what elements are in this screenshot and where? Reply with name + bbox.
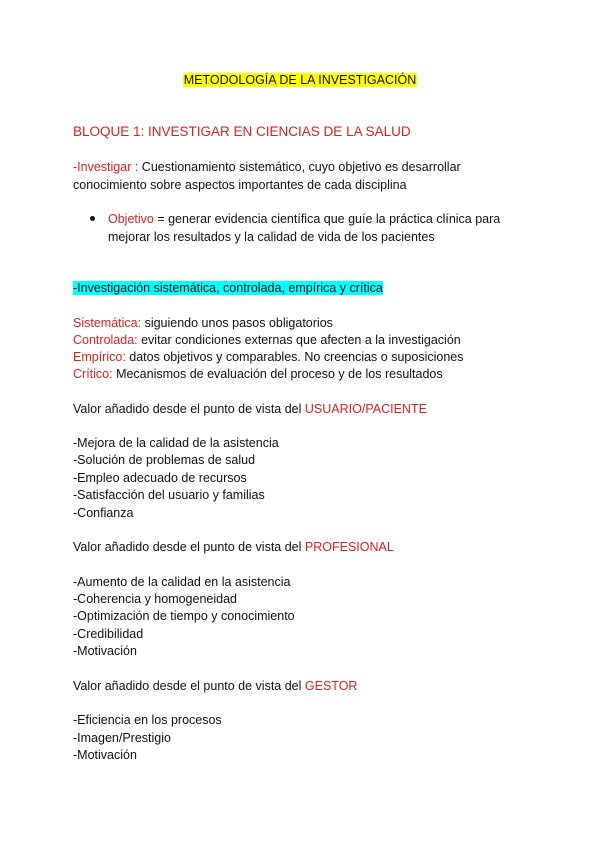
list-item: -Empleo adecuado de recursos (73, 471, 247, 485)
section-heading: BLOQUE 1: INVESTIGAR EN CIENCIAS DE LA SALUD (73, 124, 411, 139)
document-title (0, 72, 600, 88)
definition-text: datos objetivos y comparables. No creencias o suposiciones (125, 350, 464, 364)
bullet-icon (90, 216, 95, 221)
definition-term: Sistemática: (73, 316, 142, 330)
investigar-definition-line2: conocimiento sobre aspectos importantes de cada disciplina (73, 178, 407, 192)
definition-term: Controlada: (73, 333, 138, 347)
list-item: -Aumento de la calidad en la asistencia (73, 575, 291, 589)
value-heading-prefix: Valor añadido desde el punto de vista del (73, 679, 305, 693)
highlighted-line (73, 280, 383, 296)
objetivo-line1 (108, 211, 500, 227)
list-item: -Satisfacción del usuario y familias (73, 488, 265, 502)
definition-term: Crítico: (73, 367, 113, 381)
list-item: -Imagen/Prestigio (73, 731, 171, 745)
value-heading-prefix: Valor añadido desde el punto de vista del (73, 402, 305, 416)
list-item: -Motivación (73, 748, 137, 762)
list-item: -Optimización de tiempo y conocimiento (73, 609, 295, 623)
definition-item (73, 366, 443, 382)
investigar-definition-line1 (73, 159, 461, 175)
value-heading-role: GESTOR (304, 679, 358, 693)
definition-text: Mecanismos de evaluación del proceso y de los resultados (112, 367, 443, 381)
title-text: METODOLOGÍA DE LA INVESTIGACIÓN (183, 73, 417, 87)
investigar-text: Cuestionamiento sistemático, cuyo objetivo es desarrollar (138, 160, 461, 174)
value-heading-role: PROFESIONAL (304, 540, 394, 554)
list-item: -Coherencia y homogeneidad (73, 592, 237, 606)
list-item: -Confianza (73, 506, 134, 520)
objetivo-text: = generar evidencia científica que guíe la práctica clínica para (153, 212, 501, 226)
list-item: -Motivación (73, 644, 137, 658)
definition-item (73, 349, 463, 365)
list-item: -Eficiencia en los procesos (73, 713, 222, 727)
value-section-heading (73, 539, 394, 555)
objetivo-term: Objetivo (108, 212, 154, 226)
definition-text: siguiendo unos pasos obligatorios (141, 316, 333, 330)
objetivo-line2: mejorar los resultados y la calidad de vida de los pacientes (108, 230, 435, 244)
investigar-term: -Investigar : (73, 160, 139, 174)
definition-text: evitar condiciones externas que afecten a la investigación (137, 333, 461, 347)
highlighted-text: -Investigación sistemática, controlada, empírica y crítica (73, 281, 383, 295)
list-item: -Mejora de la calidad de la asistencia (73, 436, 279, 450)
list-item: -Credibilidad (73, 627, 144, 641)
definition-item (73, 332, 461, 348)
list-item: -Solución de problemas de salud (73, 453, 256, 467)
value-section-heading (73, 678, 357, 694)
value-section-heading (73, 401, 427, 417)
definition-term: Empírico: (73, 350, 126, 364)
value-heading-prefix: Valor añadido desde el punto de vista del (73, 540, 305, 554)
definition-item (73, 315, 333, 331)
value-heading-role: USUARIO/PACIENTE (304, 402, 427, 416)
